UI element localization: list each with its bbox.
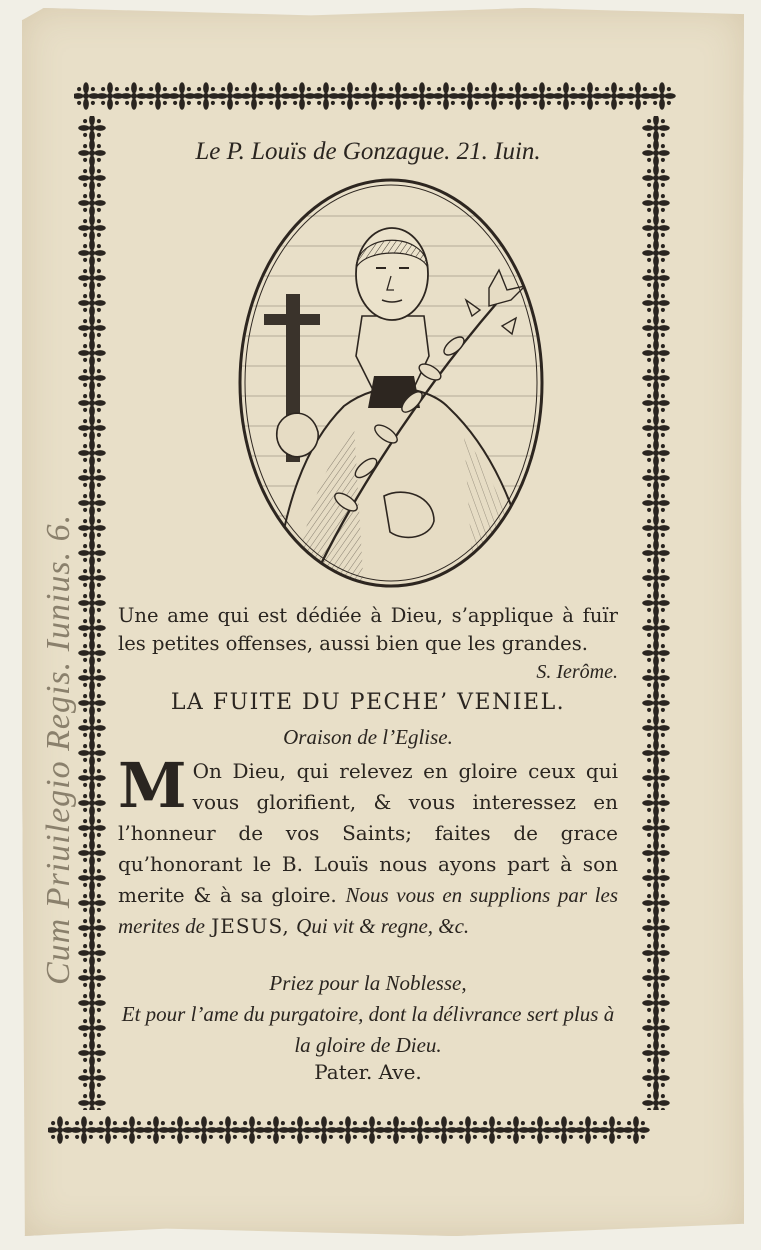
- fleuron-ornament: [642, 1064, 670, 1092]
- prayer-text: [118, 749, 618, 942]
- fleuron-ornament: [78, 864, 106, 892]
- fleuron-ornament: [642, 389, 670, 417]
- fleuron-ornament: [642, 589, 670, 617]
- fleuron-ornament: [78, 264, 106, 292]
- fleuron-ornament: [262, 1116, 290, 1144]
- fleuron-ornament: [642, 564, 670, 592]
- fleuron-ornament: [624, 82, 652, 110]
- fleuron-ornament: [78, 464, 106, 492]
- fleuron-ornament: [430, 1116, 458, 1144]
- fleuron-ornament: [144, 82, 172, 110]
- closing-line-1: Priez pour la Noblesse,: [269, 971, 467, 995]
- fleuron-ornament: [78, 364, 106, 392]
- fleuron-ornament: [78, 1064, 106, 1092]
- fleuron-ornament: [642, 1089, 670, 1110]
- fleuron-ornament: [214, 1116, 242, 1144]
- fleuron-ornament: [358, 1116, 386, 1144]
- prayer-petition: Nous vous en supplions par les merites de: [118, 883, 618, 938]
- fleuron-ornament: [78, 664, 106, 692]
- fleuron-ornament: [94, 1116, 122, 1144]
- fleuron-ornament: [78, 314, 106, 342]
- fleuron-ornament: [642, 1014, 670, 1042]
- saint-portrait-engraving: [234, 176, 548, 590]
- fleuron-ornament: [528, 82, 556, 110]
- fleuron-ornament: [70, 1116, 98, 1144]
- fleuron-ornament: [78, 989, 106, 1017]
- fleuron-ornament: [78, 764, 106, 792]
- final-line: Pater. Ave.: [314, 1060, 422, 1084]
- prayer-ending: Qui vit & regne, &c.: [296, 914, 470, 938]
- fleuron-ornament: [642, 464, 670, 492]
- fleuron-ornament: [118, 1116, 146, 1144]
- fleuron-ornament: [642, 139, 670, 167]
- fleuron-ornament: [642, 914, 670, 942]
- fleuron-ornament: [622, 1116, 650, 1144]
- fleuron-ornament: [74, 82, 100, 110]
- fleuron-ornament: [382, 1116, 410, 1144]
- fleuron-ornament: [642, 489, 670, 517]
- fleuron-ornament: [78, 739, 106, 767]
- fleuron-ornament: [552, 82, 580, 110]
- fleuron-ornament: [642, 264, 670, 292]
- fleuron-ornament: [642, 439, 670, 467]
- fleuron-ornament: [78, 489, 106, 517]
- fleuron-ornament: [504, 82, 532, 110]
- fleuron-ornament: [78, 514, 106, 542]
- fleuron-ornament: [286, 1116, 314, 1144]
- fleuron-ornament: [334, 1116, 362, 1144]
- fleuron-ornament: [360, 82, 388, 110]
- fleuron-ornament: [312, 82, 340, 110]
- ornamental-border-right: [636, 116, 676, 1110]
- fleuron-ornament: [408, 82, 436, 110]
- card-heading: Le P. Louïs de Gonzague. 21. Iuin.: [195, 138, 541, 165]
- fleuron-ornament: [642, 314, 670, 342]
- fleuron-ornament: [78, 1014, 106, 1042]
- fleuron-ornament: [642, 964, 670, 992]
- fleuron-ornament: [642, 714, 670, 742]
- fleuron-ornament: [96, 82, 124, 110]
- fleuron-ornament: [78, 164, 106, 192]
- fleuron-ornament: [78, 814, 106, 842]
- drop-cap: M: [118, 749, 187, 822]
- fleuron-ornament: [78, 116, 106, 142]
- fleuron-ornament: [478, 1116, 506, 1144]
- fleuron-ornament: [78, 389, 106, 417]
- quote-source: S. Ierôme.: [536, 661, 618, 683]
- fleuron-ornament: [642, 339, 670, 367]
- fleuron-ornament: [78, 339, 106, 367]
- fleuron-ornament: [406, 1116, 434, 1144]
- fleuron-ornament: [502, 1116, 530, 1144]
- fleuron-ornament: [642, 639, 670, 667]
- fleuron-ornament: [642, 614, 670, 642]
- fleuron-ornament: [78, 939, 106, 967]
- fleuron-ornament: [120, 82, 148, 110]
- fleuron-ornament: [642, 764, 670, 792]
- fleuron-ornament: [192, 82, 220, 110]
- fleuron-ornament: [78, 1039, 106, 1067]
- fleuron-ornament: [642, 839, 670, 867]
- fleuron-ornament: [456, 82, 484, 110]
- fleuron-ornament: [642, 414, 670, 442]
- fleuron-ornament: [78, 964, 106, 992]
- fleuron-ornament: [78, 914, 106, 942]
- fleuron-ornament: [526, 1116, 554, 1144]
- fleuron-ornament: [336, 82, 364, 110]
- fleuron-ornament: [78, 439, 106, 467]
- fleuron-ornament: [550, 1116, 578, 1144]
- fleuron-ornament: [648, 82, 676, 110]
- fleuron-ornament: [642, 864, 670, 892]
- closing-line-2: Et pour l’ame du purgatoire, dont la délivrance sert plus à la gloire de Dieu.: [121, 1002, 615, 1057]
- fleuron-ornament: [78, 889, 106, 917]
- fleuron-ornament: [598, 1116, 626, 1144]
- fleuron-ornament: [264, 82, 292, 110]
- fleuron-ornament: [574, 1116, 602, 1144]
- quote-text: Une ame qui est dédiée à Dieu, s’applique à fuïr les petites offenses, aussi bien que les grandes.: [118, 604, 618, 655]
- ornamental-border-top: [74, 78, 680, 114]
- fleuron-ornament: [78, 289, 106, 317]
- fleuron-ornament: [642, 214, 670, 242]
- fleuron-ornament: [190, 1116, 218, 1144]
- fleuron-ornament: [642, 239, 670, 267]
- fleuron-ornament: [166, 1116, 194, 1144]
- fleuron-ornament: [642, 289, 670, 317]
- handwritten-margin-note: Cum Priuilegio Regis. Iunius. 6.: [40, 513, 77, 985]
- fleuron-ornament: [78, 839, 106, 867]
- fleuron-ornament: [78, 589, 106, 617]
- fleuron-ornament: [238, 1116, 266, 1144]
- fleuron-ornament: [432, 82, 460, 110]
- fleuron-ornament: [78, 639, 106, 667]
- fleuron-ornament: [642, 739, 670, 767]
- fleuron-ornament: [642, 514, 670, 542]
- fleuron-ornament: [642, 364, 670, 392]
- section-subtitle: Oraison de l’Eglise.: [283, 725, 453, 749]
- fleuron-ornament: [48, 1116, 74, 1144]
- fleuron-ornament: [142, 1116, 170, 1144]
- fleuron-ornament: [78, 139, 106, 167]
- fleuron-ornament: [642, 189, 670, 217]
- prayer-body: On Dieu, qui relevez en gloire ceux qui vous glorifient, & vous interessez en l’honneur de vos Saints; faites de grace qu’honorant le B. Louïs nous ayons part à son merite & à sa gloire.: [118, 759, 618, 907]
- fleuron-ornament: [642, 1039, 670, 1067]
- fleuron-ornament: [600, 82, 628, 110]
- ornamental-border-bottom: [48, 1112, 658, 1148]
- fleuron-ornament: [78, 539, 106, 567]
- fleuron-ornament: [240, 82, 268, 110]
- fleuron-ornament: [78, 564, 106, 592]
- ornamental-border-left: [72, 116, 112, 1110]
- fleuron-ornament: [78, 614, 106, 642]
- fleuron-ornament: [642, 116, 670, 142]
- prayer-name: JESUS,: [211, 914, 290, 938]
- fleuron-ornament: [78, 714, 106, 742]
- fleuron-ornament: [642, 889, 670, 917]
- fleuron-ornament: [78, 214, 106, 242]
- fleuron-ornament: [642, 664, 670, 692]
- fleuron-ornament: [642, 539, 670, 567]
- fleuron-ornament: [168, 82, 196, 110]
- fleuron-ornament: [642, 789, 670, 817]
- fleuron-ornament: [454, 1116, 482, 1144]
- fleuron-ornament: [78, 689, 106, 717]
- fleuron-ornament: [78, 189, 106, 217]
- section-title: LA FUITE DU PECHE’ VENIEL.: [170, 690, 566, 715]
- fleuron-ornament: [288, 82, 316, 110]
- fleuron-ornament: [642, 689, 670, 717]
- fleuron-ornament: [480, 82, 508, 110]
- fleuron-ornament: [642, 164, 670, 192]
- closing-block: [118, 968, 618, 1061]
- fleuron-ornament: [642, 939, 670, 967]
- fleuron-ornament: [642, 989, 670, 1017]
- fleuron-ornament: [576, 82, 604, 110]
- quote-block: [118, 602, 618, 686]
- fleuron-ornament: [216, 82, 244, 110]
- fleuron-ornament: [78, 789, 106, 817]
- fleuron-ornament: [310, 1116, 338, 1144]
- fleuron-ornament: [78, 239, 106, 267]
- fleuron-ornament: [384, 82, 412, 110]
- fleuron-ornament: [642, 814, 670, 842]
- fleuron-ornament: [78, 1089, 106, 1110]
- fleuron-ornament: [78, 414, 106, 442]
